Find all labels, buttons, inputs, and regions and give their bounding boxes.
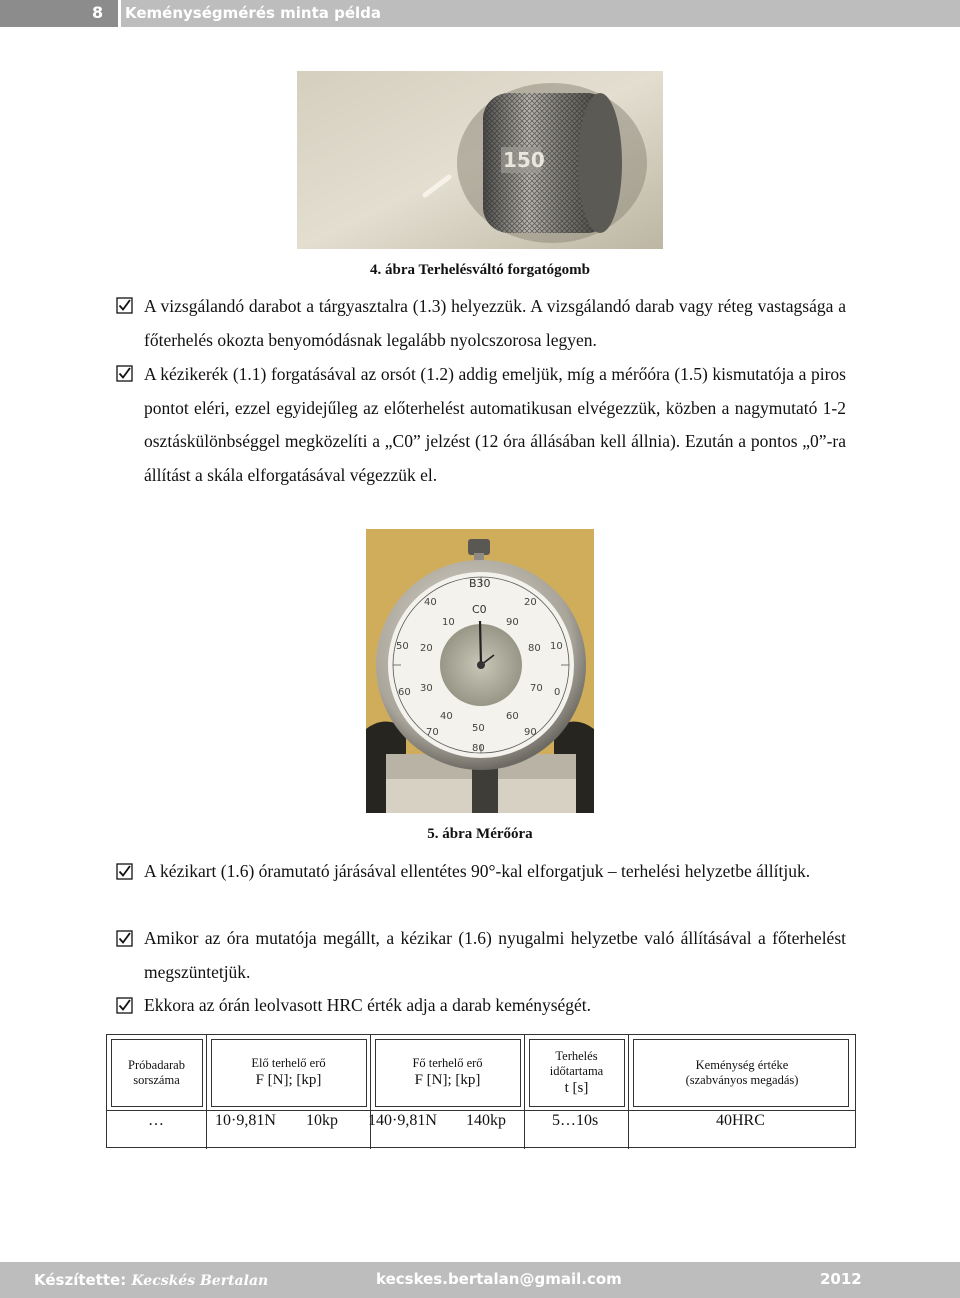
table-cell: 40HRC [716,1112,765,1129]
dial-inner-number: 90 [506,617,519,628]
dial-outer-number: 90 [524,727,537,738]
dial-inner-number: 40 [440,711,453,722]
table-cell: 140·9,81N [368,1112,437,1129]
checked-box-icon [116,863,133,880]
dial-gauge-photo [366,529,594,813]
footer-author: Készítette: Kecskés Bertalan [34,1271,269,1289]
dial-inner-number: 20 [420,643,433,654]
dial-outer-number: 40 [424,597,437,608]
table-header-cell: Keménység értéke (szabványos megadás) [685,1058,799,1087]
dial-inner-number: 80 [528,643,541,654]
knob-photo [297,71,663,249]
footer-year: 2012 [820,1270,862,1288]
page-title: Keménységmérés minta példa [125,4,382,22]
measurement-table [106,1034,856,1148]
table-header-cell: Terhelés időtartama t [s] [549,1048,604,1096]
dial-outer-number: 20 [524,597,537,608]
footer-bar [0,1262,960,1298]
dial-inner-number: 60 [506,711,519,722]
page-number: 8 [92,3,104,22]
checked-box-icon [116,297,133,314]
knob-label: 150 [503,148,545,172]
table-cell: … [148,1112,164,1129]
footer-email: kecskes.bertalan@gmail.com [376,1270,622,1288]
dial-outer-number: 60 [398,687,411,698]
dial-label-c0: C0 [472,603,487,616]
checked-box-icon [116,365,133,382]
dial-inner-number: 70 [530,683,543,694]
table-header-cell: Próbadarab sorszáma [128,1058,185,1087]
table-header-cell: Elő terhelő erő F [N]; [kp] [251,1056,326,1088]
bullet-text: A kézikart (1.6) óramutató járásával ellentétes 90°-kal elforgatjuk – terhelési helyzetbe állítjuk. [144,861,811,881]
bullet-text: Amikor az óra mutatója megállt, a kézikar (1.6) nyugalmi helyzetbe való állításával a főterhelést megszüntetjük. [144,928,846,982]
checked-box-icon [116,997,133,1014]
figure4-caption: 4. ábra Terhelésváltó forgatógomb [370,262,590,278]
header-title-bar [121,0,960,27]
table-cell: 10kp [306,1112,338,1129]
dial-inner-number: 10 [442,617,455,628]
dial-inner-number: 50 [472,723,485,734]
bullet-text: A kézikerék (1.1) forgatásával az orsót (1.2) addig emeljük, míg a mérőóra (1.5) kismutatója a piros pontot eléri, ezzel egyidejűleg az előterhelést automatikusan elvégezzük, közben a nagymutató 1-2 osztáskülönbséggel megközelíti a „C0” jelzést (12 óra állásában kell állnia). Ezután a pontos „0”-ra állítást a skála elforgatásával végezzük el. [144,364,846,485]
table-header-cell: Fő terhelő erő F [N]; [kp] [412,1056,483,1088]
dial-label-b30: B30 [469,577,491,590]
checked-box-icon [116,930,133,947]
dial-outer-number: 70 [426,727,439,738]
dial-outer-number: 50 [396,641,409,652]
dial-outer-number: 80 [472,743,485,754]
dial-outer-number: 0 [554,687,561,698]
table-cell: 10·9,81N [215,1112,276,1129]
table-cell: 140kp [466,1112,506,1129]
bullet-text: A vizsgálandó darabot a tárgyasztalra (1.3) helyezzük. A vizsgálandó darab vagy réteg vastagsága a főterhelés okozta benyomódásnak legalább nyolcszorosa legyen. [144,296,846,350]
table-cell: 5…10s [552,1112,599,1129]
header-page-number-box [0,0,118,27]
bullet-text: Ekkora az órán leolvasott HRC érték adja a darab keménységét. [144,995,592,1015]
dial-inner-number: 30 [420,683,433,694]
dial-outer-number: 10 [550,641,563,652]
author-name: Kecskés Bertalan [131,1273,269,1289]
figure5-caption: 5. ábra Mérőóra [427,826,533,842]
